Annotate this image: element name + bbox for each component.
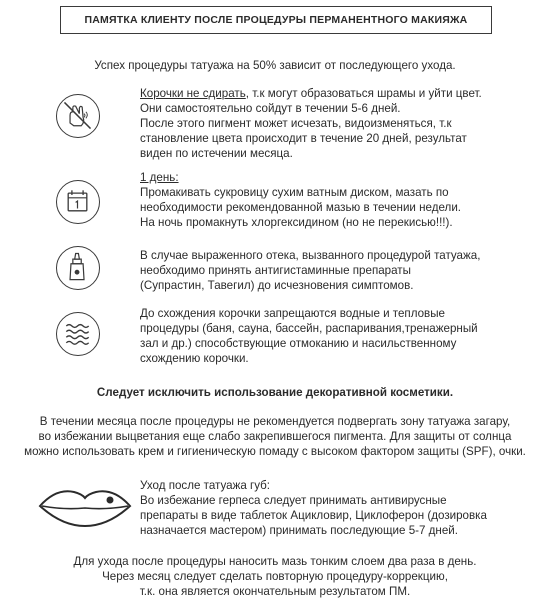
cosmetics-warning: Следует исключить использование декоративной косметики. bbox=[96, 386, 454, 399]
day-one-heading: 1 день: bbox=[140, 171, 179, 184]
water-line-4: схождению корочки. bbox=[140, 352, 249, 365]
closing-line-2: Через месяц следует сделать повторную процедуру-коррекцию, bbox=[102, 570, 448, 583]
no-scratch-icon bbox=[56, 94, 100, 138]
water-line-3: зал и др.) способствующие отмоканию и насильственному bbox=[140, 337, 457, 350]
intro-text: Успех процедуры татуажа на 50% зависит от последующего ухода. bbox=[94, 59, 456, 72]
scab-note-line-4: становление цвета происходит в течение 20 дней, результат bbox=[140, 132, 467, 145]
swelling-line-2: необходимо принять антигистаминные препараты bbox=[140, 264, 411, 277]
water-line-1: До схождения корочки запрещаются водные и тепловые bbox=[140, 307, 445, 320]
calendar-icon bbox=[56, 180, 100, 224]
sun-line-1: В течении месяца после процедуры не рекомендуется подвергать зону татуажа загару, bbox=[39, 415, 511, 428]
page-title: ПАМЯТКА КЛИЕНТУ ПОСЛЕ ПРОЦЕДУРЫ ПЕРМАНЕНТНОГО МАКИЯЖА bbox=[60, 6, 492, 34]
water-line-2: процедуры (баня, сауна, бассейн, распаривания,тренажерный bbox=[140, 322, 478, 335]
swelling-line-3: (Супрастин, Тавегил) до исчезновения симптомов. bbox=[140, 279, 414, 292]
water-waves-icon bbox=[56, 312, 100, 356]
day-one-line-2: необходимости рекомендованной мазью в течении недели. bbox=[140, 201, 462, 214]
dropper-bottle-icon bbox=[56, 246, 100, 290]
swelling-line-1: В случае выраженного отека, вызванного процедурой татуажа, bbox=[140, 249, 481, 262]
sun-line-3: можно использовать крем и гигиеническую помаду с высоком фактором защиты (SPF), очки. bbox=[24, 445, 526, 458]
closing-line-1: Для ухода после процедуры наносить мазь тонким слоем два раза в день. bbox=[73, 555, 477, 568]
scab-note-line-3: После этого пигмент может исчезать, видоизменяться, т.к bbox=[140, 117, 452, 130]
sun-line-2: во избежании выцветания еще слабо закрепившегося пигмента. Для защиты от солнца bbox=[38, 430, 512, 443]
lips-icon bbox=[36, 482, 134, 532]
scab-note-line-1: Корочки не сдирать, т.к могут образоваться шрамы и уйти цвет. bbox=[140, 87, 482, 100]
day-one-line-3: На ночь промакнуть хлоргексидином (но не перекисью!!!). bbox=[140, 216, 453, 229]
scab-note-line-5: виден по истечении месяца. bbox=[140, 147, 293, 160]
lips-line-1: Во избежание герпеса следует принимать антивирусные bbox=[140, 494, 447, 507]
lips-line-3: назначается мастером) принимать последующие 5-7 дней. bbox=[140, 524, 458, 537]
day-one-line-1: Промакивать сукровицу сухим ватным диском, мазать по bbox=[140, 186, 449, 199]
scab-note-line-2: Они самостоятельно сойдут в течении 5-6 дней. bbox=[140, 102, 401, 115]
lips-heading: Уход после татуажа губ: bbox=[140, 479, 271, 492]
lips-line-2: препараты в виде таблеток Ацикловир, Циклоферон (дозировка bbox=[140, 509, 487, 522]
closing-line-3: т.к. она является окончательным результатом ПМ. bbox=[139, 585, 411, 598]
